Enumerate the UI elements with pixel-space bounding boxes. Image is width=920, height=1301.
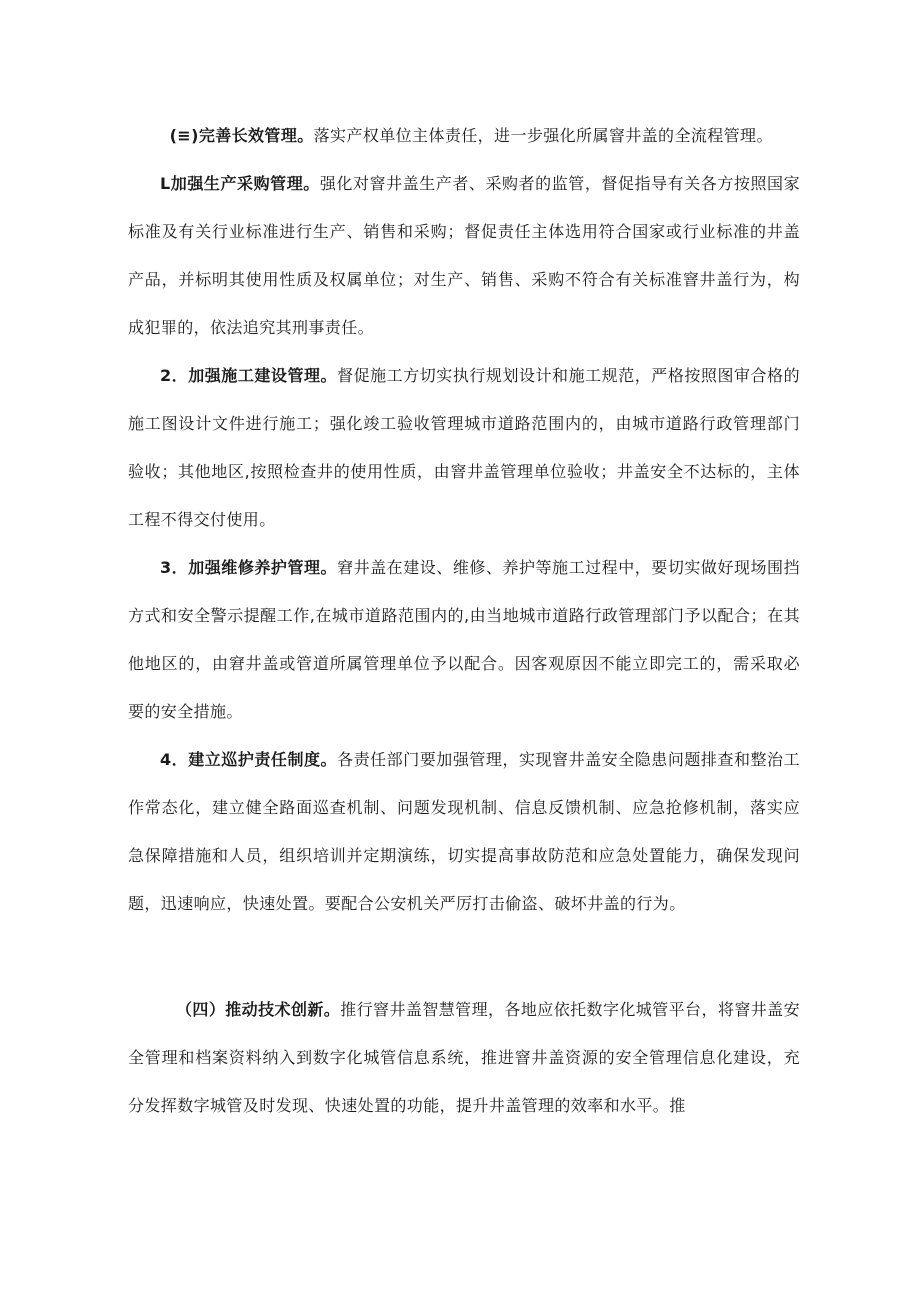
paragraph-heading: 3．加强维修养护管理。 <box>160 558 338 577</box>
paragraph-body: 窘井盖在建设、维修、养护等施工过程中，要切实做好现场围挡方式和安全警示提醒工作,在城市道路范围内的,由当地城市道路行政管理部门予以配合；在其他地区的，由窘井盖或管道所属管理单位予以配合。因客观原因不能立即完工的，需采取必要的安全措施。 <box>128 558 800 721</box>
paragraph-production-procurement <box>128 160 800 352</box>
paragraph-heading: L加强生产采购管理。 <box>160 174 320 193</box>
paragraph-body: 督促施工方切实执行规划设计和施工规范，严格按照图审合格的施工图设计文件进行施工；强化竣工验收管理城市道路范围内的，由城市道路行政管理部门验收；其他地区,按照检查井的使用性质，由窨井盖管理单位验收；井盖安全不达标的，主体工程不得交付使用。 <box>128 366 800 529</box>
paragraph-maintenance-management <box>128 544 800 736</box>
paragraph-heading: 4．建立巡护责任制度。 <box>160 750 338 769</box>
paragraph-body: 推行窨井盖智慧管理，各地应依托数字化城管平台，将窨井盖安全管理和档案资料纳入到数字化城管信息系统，推进窨井盖资源的安全管理信息化建设，充分发挥数字城管及时发现、快速处置的功能，提升井盖管理的效率和水平。推 <box>128 1000 800 1115</box>
paragraph-construction-management <box>128 352 800 544</box>
paragraph-technical-innovation <box>128 986 800 1130</box>
paragraph-patrol-responsibility <box>128 736 800 928</box>
paragraph-body: 落实产权单位主体责任，进一步强化所属窨井盖的全流程管理。 <box>313 126 773 145</box>
paragraph-heading: （四）推动技术创新。 <box>176 1000 341 1019</box>
paragraph-heading: 2．加强施工建设管理。 <box>160 366 338 385</box>
paragraph-body: 各责任部门要加强管理，实现窨井盖安全隐患问题排查和整治工作常态化，建立健全路面巡查机制、问题发现机制、信息反馈机制、应急抢修机制，落实应急保障措施和人员，组织培训并定期演练，切实提高事故防范和应急处置能力，确保发现问题，迅速响应，快速处置。要配合公安机关严厉打击偷盗、破坏井盖的行为。 <box>128 750 800 913</box>
paragraph-body: 强化对窨井盖生产者、采购者的监管，督促指导有关各方按照国家标准及有关行业标准进行生产、销售和采购；督促责任主体选用符合国家或行业标准的井盖产品，并标明其使用性质及权属单位；对生产、销售、采购不符合有关标准窨井盖行为，构成犯罪的，依法追究其刑事责任。 <box>128 174 800 337</box>
paragraph-improve-long-term-management <box>128 112 800 160</box>
paragraph-heading: (≡)完善长效管理。 <box>169 126 314 145</box>
